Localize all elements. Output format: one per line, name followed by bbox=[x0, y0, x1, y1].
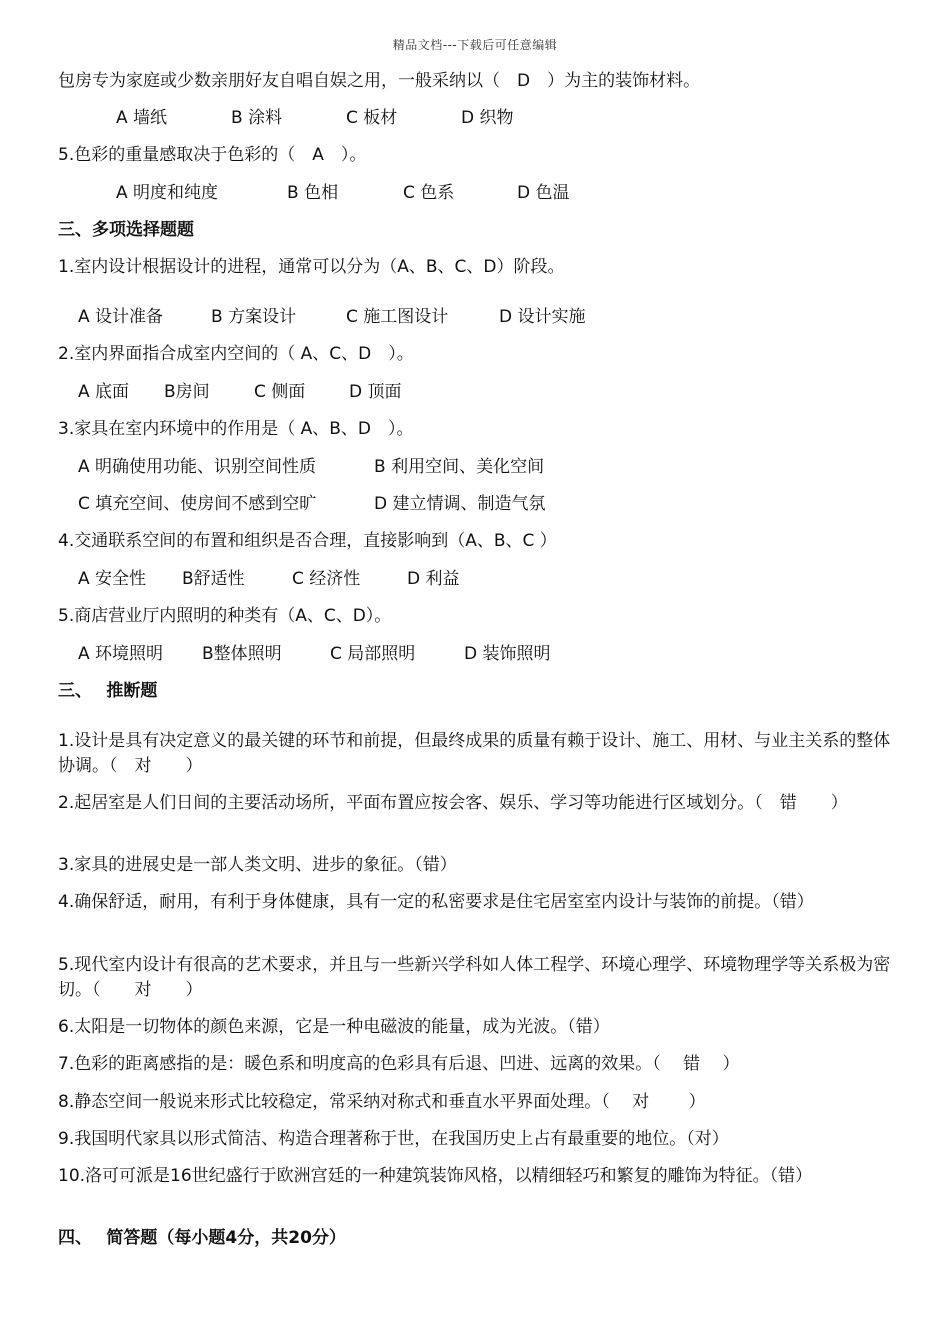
option-text: D 织物 bbox=[461, 108, 514, 128]
multi-q5: 5.商店营业厅内照明的种类有（A、C、D）。 bbox=[58, 606, 392, 626]
judge-item: 7.色彩的距离感指的是：暖色系和明度高的色彩具有后退、凹进、远离的效果。（ 错 ） bbox=[58, 1054, 740, 1074]
multi-q1: 1.室内设计根据设计的进程，通常可以分为（A、B、C、D）阶段。 bbox=[58, 257, 565, 277]
option-text: A 底面 bbox=[78, 382, 130, 402]
multi-q3-options-row2 bbox=[78, 492, 913, 517]
option-text: B整体照明 bbox=[202, 644, 282, 664]
option-text: C 施工图设计 bbox=[346, 307, 449, 327]
option-text: D 利益 bbox=[407, 569, 460, 589]
option-text: C 侧面 bbox=[254, 382, 306, 402]
judge-item: 9.我国明代家具以形式简洁、构造合理著称于世，在我国历史上占有最重要的地位。（对） bbox=[58, 1129, 729, 1149]
option-text: C 经济性 bbox=[292, 569, 361, 589]
option-text: C 板材 bbox=[346, 108, 398, 128]
multi-q2: 2.室内界面指合成室内空间的（ A、C、D ）。 bbox=[58, 344, 414, 364]
option-text: B舒适性 bbox=[182, 569, 245, 589]
option-text: C 局部照明 bbox=[330, 644, 416, 664]
option-text: A 墙纸 bbox=[116, 108, 168, 128]
option-text: C 色系 bbox=[403, 183, 455, 203]
judge-item: 3.家具的进展史是一部人类文明、进步的象征。（错） bbox=[58, 855, 457, 875]
option-text: A 安全性 bbox=[78, 569, 147, 589]
multi-q4: 4.交通联系空间的布置和组织是否合理，直接影响到（A、B、C ） bbox=[58, 531, 557, 551]
option-text: A 设计准备 bbox=[78, 307, 164, 327]
multi-q3: 3.家具在室内环境中的作用是（ A、B、D ）。 bbox=[58, 419, 414, 439]
multi-q5-options bbox=[78, 642, 913, 667]
option-text: A 环境照明 bbox=[78, 644, 164, 664]
option-text: B 方案设计 bbox=[211, 307, 297, 327]
section-title-short-answer: 四、 简答题（每小题4分，共20分） bbox=[58, 1228, 346, 1248]
option-text: D 顶面 bbox=[349, 382, 402, 402]
option-text: B 利用空间、美化空间 bbox=[374, 457, 545, 477]
judge-item: 8.静态空间一般说来形式比较稳定，常采纳对称式和垂直水平界面处理。（ 对 ） bbox=[58, 1092, 706, 1112]
judge-item: 4.确保舒适，耐用，有利于身体健康，具有一定的私密要求是住宅居室室内设计与装饰的前提。（错） bbox=[58, 892, 814, 912]
option-text: A 明确使用功能、识别空间性质 bbox=[78, 457, 317, 477]
option-text: A 明度和纯度 bbox=[116, 183, 219, 203]
option-text: D 装饰照明 bbox=[464, 644, 551, 664]
multi-q3-options-row1 bbox=[78, 455, 913, 480]
q5-options bbox=[116, 181, 950, 206]
section-title-judge: 三、 推断题 bbox=[58, 681, 158, 701]
option-text: D 色温 bbox=[517, 183, 570, 203]
option-text: D 设计实施 bbox=[499, 307, 586, 327]
section-title-multi: 三、多项选择题题 bbox=[58, 220, 194, 240]
page-header: 精品文档---下载后可任意编辑 bbox=[392, 38, 558, 52]
judge-item: 5.现代室内设计有很高的艺术要求，并且与一些新兴学科如人体工程学、环境心理学、环境物理学等关系极为密切。（ 对 ） bbox=[58, 955, 891, 1000]
option-text: B 色相 bbox=[287, 183, 339, 203]
multi-q1-options bbox=[78, 305, 913, 330]
judge-item: 1.设计是具有决定意义的最关键的环节和前提，但最终成果的质量有赖于设计、施工、用材、与业主关系的整体协调。（ 对 ） bbox=[58, 731, 891, 776]
option-text: B 涂料 bbox=[231, 108, 283, 128]
option-text: D 建立情调、制造气氛 bbox=[374, 494, 546, 514]
intro-options bbox=[116, 106, 950, 131]
option-text: B房间 bbox=[164, 382, 210, 402]
multi-q4-options bbox=[78, 567, 913, 592]
q5-question: 5.色彩的重量感取决于色彩的（ A ）。 bbox=[58, 145, 367, 165]
option-text: C 填充空间、使房间不感到空旷 bbox=[78, 494, 317, 514]
judge-item: 10.洛可可派是16世纪盛行于欧洲宫廷的一种建筑装饰风格，以精细轻巧和繁复的雕饰为特征。（错） bbox=[58, 1166, 813, 1186]
multi-q2-options bbox=[78, 380, 913, 405]
judge-item: 6.太阳是一切物体的颜色来源，它是一种电磁波的能量，成为光波。（错） bbox=[58, 1017, 610, 1037]
judge-item: 2.起居室是人们日间的主要活动场所，平面布置应按会客、娱乐、学习等功能进行区域划分。（ 错 ） bbox=[58, 793, 848, 813]
intro-question: 包房专为家庭或少数亲朋好友自唱自娱之用，一般采纳以（ D ）为主的装饰材料。 bbox=[58, 71, 701, 91]
